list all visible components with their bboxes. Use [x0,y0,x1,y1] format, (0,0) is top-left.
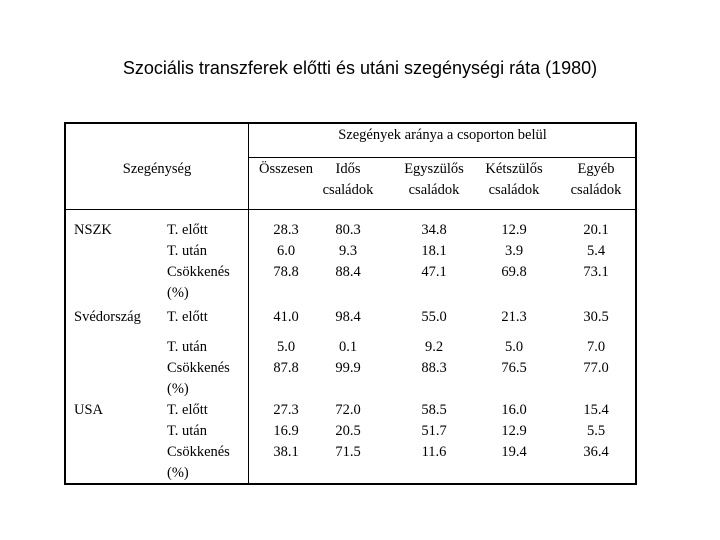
column-header: családok [408,182,460,198]
group-title: Szegények aránya a csoporton belül [338,127,547,143]
table-cell: 80.3 [335,222,361,238]
row-header: Szegénység [122,161,192,177]
table-cell: 20.1 [583,222,609,238]
table-cell: 88.3 [421,360,447,376]
poverty-rate-table [64,122,637,485]
row-label: T. után [167,339,207,355]
country-label: NSZK [74,222,112,238]
table-cell: 21.3 [501,309,527,325]
row-label: (%) [167,381,189,397]
table-cell: 11.6 [421,444,447,460]
table-cell: 38.1 [273,444,299,460]
table-cell: 51.7 [421,423,447,439]
table-cell: 76.5 [501,360,527,376]
table-cell: 87.8 [273,360,299,376]
table-cell: 18.1 [421,243,447,259]
column-header: Kétszülős [485,161,543,177]
table-cell: 41.0 [273,309,299,325]
table-cell: 5.0 [504,339,524,355]
row-label: (%) [167,285,189,301]
table-cell: 28.3 [273,222,299,238]
table-cell: 19.4 [501,444,527,460]
table-cell: 3.9 [504,243,524,259]
table-cell: 12.9 [501,423,527,439]
row-label: T. előtt [167,222,208,238]
column-header: Összesen [259,161,313,177]
country-label: Svédország [74,309,141,325]
page-title: Szociális transzferek előtti és utáni szegénységi ráta (1980) [122,58,598,78]
header-rule [66,209,637,210]
row-label: T. után [167,423,207,439]
table-cell: 72.0 [335,402,361,418]
table-cell: 73.1 [583,264,609,280]
table-cell: 27.3 [273,402,299,418]
table-cell: 58.5 [421,402,447,418]
row-label: (%) [167,465,189,481]
table-cell: 34.8 [421,222,447,238]
table-cell: 6.0 [276,243,296,259]
table-cell: 9.3 [338,243,358,259]
row-label: T. előtt [167,309,208,325]
row-label: Csökkenés [167,264,230,280]
table-cell: 9.2 [424,339,444,355]
group-title-rule [248,157,637,158]
table-cell: 36.4 [583,444,609,460]
table-cell: 5.5 [586,423,606,439]
table-cell: 16.9 [273,423,299,439]
table-cell: 16.0 [501,402,527,418]
table-cell: 0.1 [338,339,358,355]
table-cell: 30.5 [583,309,609,325]
column-header: Idős [335,161,361,177]
table-cell: 98.4 [335,309,361,325]
row-label: T. után [167,243,207,259]
table-cell: 78.8 [273,264,299,280]
table-cell: 5.4 [586,243,606,259]
table-cell: 77.0 [583,360,609,376]
table-cell: 47.1 [421,264,447,280]
table-cell: 15.4 [583,402,609,418]
table-cell: 71.5 [335,444,361,460]
table-cell: 88.4 [335,264,361,280]
column-header: Egyszülős [404,161,464,177]
row-label: Csökkenés [167,444,230,460]
column-header: családok [570,182,622,198]
row-label: Csökkenés [167,360,230,376]
table-cell: 20.5 [335,423,361,439]
column-header: családok [488,182,540,198]
column-header: családok [322,182,374,198]
table-cell: 69.8 [501,264,527,280]
country-label: USA [74,402,104,418]
column-header: Egyéb [577,161,615,177]
table-cell: 55.0 [421,309,447,325]
row-label: T. előtt [167,402,208,418]
table-cell: 99.9 [335,360,361,376]
table-cell: 5.0 [276,339,296,355]
table-cell: 7.0 [586,339,606,355]
table-cell: 12.9 [501,222,527,238]
